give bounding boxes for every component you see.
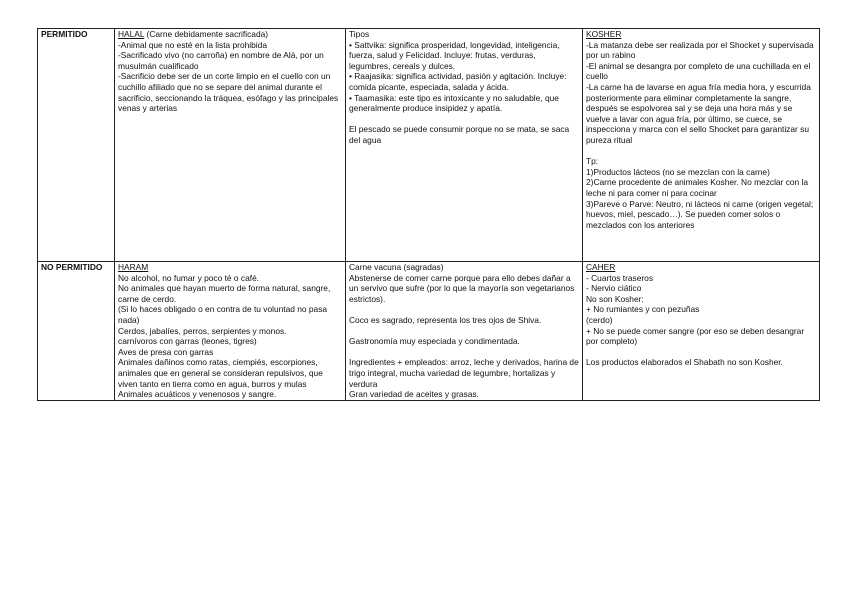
hindu-blank-line <box>349 326 579 337</box>
hindu-line: • Raajasika: significa actividad, pasión y agitación. Incluye: comida picante, especiada, salada y ácida. <box>349 71 567 92</box>
kosher-line: 1)Productos lácteos (no se mezclan con la carne) <box>586 166 770 177</box>
hindu-prohibited-line: Ingredientes + empleados: arroz, leche y derivados, harina de trigo integral, mucha variedad de legumbre, hortalizas y verdura <box>349 357 579 389</box>
haram-line: Animales dañinos como ratas, ciempiés, escorpiones, animales que en general se consideran repulsivos, que viven tanto en tierra como en agua, burros y mulas <box>118 357 323 389</box>
kosher-cell <box>583 29 820 262</box>
haram-heading-line <box>118 262 342 273</box>
table-row-no-permitido <box>38 262 820 401</box>
hindu-line: • Taamasika: este tipo es intoxicante y no saludable, que generalmente produce insipidez y apatía. <box>349 92 559 114</box>
kosher-line: 2)Carne procedente de animales Kosher. No mezclar con la leche ni para comer ni para cocinar <box>586 177 809 198</box>
caher-line: - Nervio ciático <box>586 283 642 294</box>
halal-line: -Sacrificado vivo (no carroña) en nombre de Alá, por un musulmán cualificado <box>118 50 324 71</box>
hindu-line: El pescado se puede consumir porque no se mata, se saca del agua <box>349 124 570 145</box>
hindu-blank-line <box>349 347 579 358</box>
haram-line: Cerdos, jabalíes, perros, serpientes y monos. <box>118 325 287 336</box>
hindu-prohibited-line: Gastronomía muy especiada y condimentada. <box>349 336 520 347</box>
haram-line: carnívoros con garras (leones, tigres) <box>118 336 257 347</box>
haram-line: Aves de presa con garras <box>118 346 214 357</box>
hindu-blank-line <box>349 304 579 315</box>
caher-cell <box>583 262 820 401</box>
halal-line: -Sacrificio debe ser de un corte limpio en el cuello con un cuchillo afiliado que no se separe del animal durante el sacrificio, seccionando la tráquea, esófago y las principales venas y arterias <box>118 71 339 114</box>
caher-line: Los productos elaborados el Shabath no son Kosher. <box>586 357 783 368</box>
halal-heading-note: (Carne debidamente sacrificada) <box>144 29 269 39</box>
caher-line: No son Kosher: <box>586 293 644 304</box>
hindu-line: Tipos <box>349 29 370 39</box>
kosher-line: -La carne ha de lavarse en agua fría media hora, y escurrida posteriormente para eliminar completamente la sangre, después se espolvorea sal y se deja una hora más y se vuelve a lavar con agua fría, por último, se cuece, se inspecciona y marca con el sello Shocket para garantizar su pureza ritual <box>586 81 811 145</box>
haram-line: No alcohol, no fumar y poco té o café. <box>118 272 260 283</box>
halal-cell <box>115 29 346 262</box>
caher-line: - Cuartos traseros <box>586 272 654 283</box>
haram-heading: HARAM <box>118 262 149 272</box>
haram-line: (Si lo haces obligado o en contra de tu voluntad no pasa nada) <box>118 304 328 325</box>
row-label-permitido: PERMITIDO <box>38 29 115 262</box>
kosher-line: 3)Pareve o Parve: Neutro, ni lácteos ni carne (origen vegetal; huevos, miel, pescado…). Se pueden comer solos o mezclados con los anteriores <box>586 198 814 230</box>
hindu-prohibited-cell <box>346 262 583 401</box>
hindu-prohibited-line: Coco es sagrado, representa los tres ojos de Shiva. <box>349 314 542 325</box>
haram-line: No animales que hayan muerto de forma natural, sangre, carne de cerdo. <box>118 283 331 304</box>
halal-heading: HALAL <box>118 29 145 39</box>
kosher-line: -El animal se desangra por completo de una cuchillada en el cuello <box>586 60 811 82</box>
religious-diet-table <box>37 28 820 401</box>
caher-line: + No rumiantes y con pezuñas <box>586 304 700 315</box>
caher-line: + No se puede comer sangre (por eso se deben desangrar por completo) <box>586 325 805 347</box>
caher-line: (cerdo) <box>586 314 613 325</box>
hindu-prohibited-line: Gran variedad de aceites y grasas. <box>349 389 479 400</box>
halal-heading-line <box>118 29 342 40</box>
kosher-heading: KOSHER <box>586 29 622 39</box>
hindu-prohibited-line: Carne vacuna (sagradas) <box>349 262 444 272</box>
haram-line: Animales acuáticos y venenosos y sangre. <box>118 389 277 400</box>
halal-line: -Animal que no esté en la lista prohibida <box>118 39 267 50</box>
hindu-blank-line <box>349 114 579 125</box>
kosher-line: Tp: <box>586 156 599 167</box>
caher-heading: CAHER <box>586 262 616 272</box>
hindu-diet-cell <box>346 29 583 262</box>
kosher-blank-line <box>586 146 816 157</box>
hindu-line: • Sattvika: significa prosperidad, longevidad, inteligencia, fuerza, salud y Felicidad. Incluye: frutas, verduras, legumbres, cereals y dulces. <box>349 39 560 71</box>
kosher-line: -La matanza debe ser realizada por el Shocket y supervisada por un rabino <box>586 39 814 61</box>
caher-blank-line <box>586 347 816 358</box>
table-row-permitido <box>38 29 820 262</box>
haram-cell <box>115 262 346 401</box>
row-label-no-permitido: NO PERMITIDO <box>38 262 115 401</box>
hindu-prohibited-line: Abstenerse de comer carne porque para ello debes dañar a un servivo que sufre (por lo que la mayoría son vegetarianos estrictos). <box>349 272 575 304</box>
